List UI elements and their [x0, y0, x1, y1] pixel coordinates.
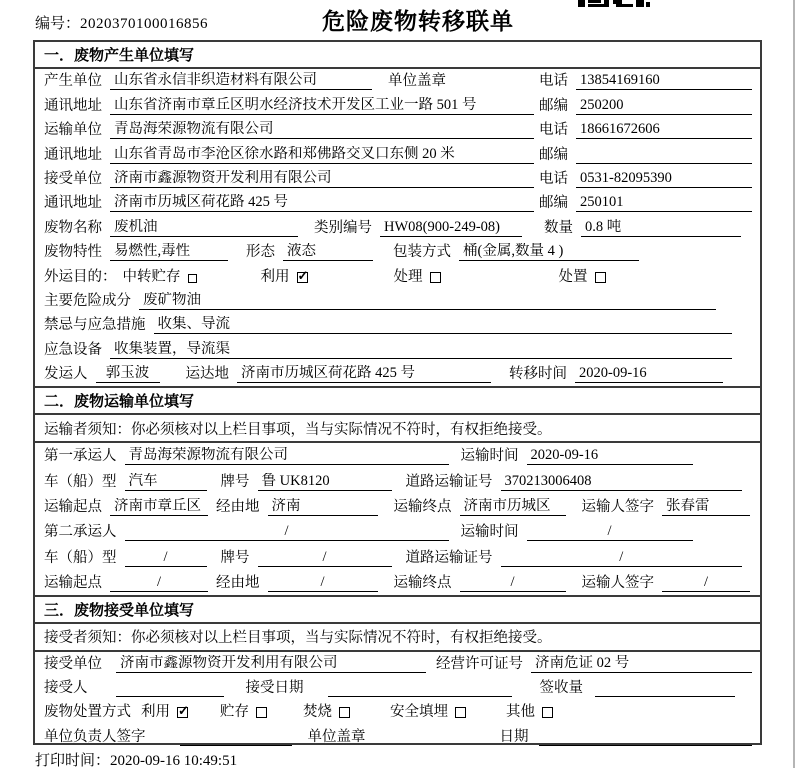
transfer-time-value: 2020-09-16 — [575, 365, 723, 383]
print-time-value: 2020-09-16 10:49:51 — [110, 753, 238, 769]
field-label: 废物特性 — [44, 244, 102, 261]
form-value: 液态 — [283, 243, 373, 261]
section2-header: 二．废物运输单位填写 — [35, 386, 760, 415]
field-label: 外运目的： — [44, 268, 117, 285]
transport-time-label: 运输时间 — [460, 524, 519, 541]
zip-label: 邮编 — [539, 146, 568, 163]
route2-row — [35, 570, 760, 595]
accept-date-value — [328, 680, 512, 697]
print-time-line — [35, 749, 237, 770]
category-value: HW08(900-249-08) — [380, 219, 522, 237]
zip-label: 邮编 — [539, 195, 568, 212]
vehicle2-row — [35, 544, 760, 569]
equipment-value: 收集装置，导流渠 — [110, 341, 732, 359]
equipment-row — [35, 337, 760, 361]
field-label: 接受单位 — [44, 656, 102, 673]
unit-seal-label: 单位盖章 — [307, 728, 366, 745]
phone-label: 电话 — [539, 73, 568, 90]
field-label: 车（船）型 — [44, 473, 117, 490]
seal-label: 单位盖章 — [388, 73, 446, 90]
serial-number: 2020370100016856 — [80, 16, 209, 32]
packing-value: 桶(金属,数量 4 ) — [459, 243, 639, 261]
zip-label: 邮编 — [539, 97, 568, 114]
transporter-row — [35, 118, 760, 142]
serial-label: 编号： — [35, 16, 81, 32]
checkbox-icon — [188, 274, 197, 283]
producer-address-row — [35, 93, 760, 117]
receiver-row — [35, 167, 760, 191]
measures-value: 收集、导流 — [154, 316, 733, 334]
permit-label: 道路运输证号 — [405, 473, 493, 490]
field-label: 运输起点 — [44, 574, 102, 591]
receiver-notice: 接受者须知：你必须核对以上栏目事项，当与实际情况不符时，有权拒绝接受。 — [35, 624, 760, 652]
via-label: 经由地 — [216, 574, 260, 591]
field-label: 产生单位 — [44, 73, 102, 90]
option-label: 处理 — [393, 268, 423, 285]
route2-via-value: / — [268, 574, 378, 592]
option-label: 处置 — [558, 268, 588, 285]
option-label: 利用 — [260, 268, 290, 285]
field-label: 废物处置方式 — [44, 704, 131, 721]
field-label: 第一承运人 — [44, 448, 117, 465]
packing-label: 包装方式 — [393, 244, 451, 261]
purpose-row — [35, 264, 760, 288]
field-label: 通讯地址 — [44, 195, 102, 212]
form-label: 形态 — [246, 244, 275, 261]
accept-person-row — [35, 676, 760, 700]
transporter-address-value: 山东省青岛市李沧区徐水路和郑佛路交叉口东侧 20 米 — [110, 146, 534, 164]
vehicle2-permit-value: / — [501, 549, 743, 567]
carrier1-row — [35, 443, 760, 468]
waste-traits-row — [35, 240, 760, 264]
accept-unit-value: 济南市鑫源物资开发利用有限公司 — [116, 655, 426, 673]
vehicle1-permit-value: 370213006408 — [501, 473, 743, 491]
hazard-row — [35, 289, 760, 313]
carrier2-name-value: / — [125, 523, 449, 541]
destination-label: 运达地 — [185, 366, 229, 383]
plate-label: 牌号 — [220, 549, 250, 566]
route1-signature-value: 张春雷 — [662, 498, 750, 516]
waste-name-value: 废机油 — [110, 219, 298, 237]
checkbox-icon — [297, 272, 308, 283]
end-label: 运输终点 — [393, 574, 452, 591]
producer-name-value: 山东省永信非织造材料有限公司 — [110, 72, 372, 90]
transporter-name-value: 青岛海荣源物流有限公司 — [110, 121, 534, 139]
signoff-date-value — [539, 729, 753, 746]
vehicle1-type-value: 汽车 — [125, 473, 207, 491]
vehicle1-plate-value: 鲁 UK8120 — [258, 473, 392, 491]
transfer-time-label: 转移时间 — [509, 366, 567, 383]
route2-origin-value: / — [110, 574, 208, 592]
option-label: 中转贮存 — [122, 268, 181, 285]
field-label: 接受单位 — [44, 170, 102, 187]
producer-phone-value: 13854169160 — [576, 72, 752, 90]
section3-header: 三．废物接受单位填写 — [35, 595, 760, 624]
vehicle1-row — [35, 468, 760, 493]
vehicle2-type-value: / — [125, 549, 207, 567]
receiver-name-value: 济南市鑫源物资开发利用有限公司 — [110, 170, 534, 188]
disposal-row — [35, 700, 760, 724]
field-label: 接受人 — [44, 680, 88, 697]
plate-label: 牌号 — [220, 473, 250, 490]
responsible-signature-value — [180, 729, 292, 746]
accept-date-label: 接受日期 — [245, 680, 304, 697]
option-label: 安全填埋 — [390, 704, 448, 721]
route2-end-value: / — [460, 574, 566, 592]
field-label: 通讯地址 — [44, 146, 102, 163]
quantity-value: 0.8 吨 — [581, 219, 741, 237]
checkbox-icon — [430, 272, 441, 283]
checkbox-icon — [256, 707, 267, 718]
permit-label: 道路运输证号 — [405, 549, 493, 566]
route1-via-value: 济南 — [268, 498, 378, 516]
route1-end-value: 济南市历城区 — [460, 498, 566, 516]
option-label: 焚烧 — [303, 704, 332, 721]
checkbox-icon — [542, 707, 553, 718]
field-label: 第二承运人 — [44, 524, 117, 541]
option-label: 贮存 — [220, 704, 249, 721]
date-label: 日期 — [499, 728, 529, 745]
field-label: 主要危险成分 — [44, 292, 131, 309]
section-transport — [35, 386, 760, 595]
measures-row — [35, 313, 760, 337]
received-qty-value — [595, 680, 735, 697]
producer-zip-value: 250200 — [576, 97, 752, 115]
hazard-value: 废矿物油 — [139, 292, 716, 310]
via-label: 经由地 — [216, 498, 260, 515]
carrier2-time-value: / — [527, 523, 693, 541]
page-title: 危险废物转移联单 — [322, 9, 514, 35]
option-label: 利用 — [141, 704, 170, 721]
receiver-zip-value: 250101 — [576, 194, 752, 212]
producer-row — [35, 69, 760, 93]
route1-row — [35, 494, 760, 519]
checkbox-icon — [339, 707, 350, 718]
signature-label: 运输人签字 — [581, 574, 654, 591]
field-label: 运输起点 — [44, 498, 102, 515]
field-label: 废物名称 — [44, 219, 102, 236]
checkbox-icon — [595, 272, 606, 283]
field-label: 应急设备 — [44, 341, 102, 358]
quantity-label: 数量 — [544, 219, 573, 236]
route1-origin-value: 济南市章丘区 — [110, 498, 208, 516]
dispatcher-value: 郭玉波 — [96, 365, 160, 383]
received-qty-label: 签收量 — [539, 680, 583, 697]
field-label: 发运人 — [44, 366, 88, 383]
receiver-address-row — [35, 191, 760, 215]
transporter-address-row — [35, 142, 760, 166]
transporter-phone-value: 18661672606 — [576, 121, 752, 139]
destination-value: 济南市历城区荷花路 425 号 — [237, 365, 491, 383]
waste-name-row — [35, 215, 760, 239]
signoff-row — [35, 724, 760, 748]
field-label: 单位负责人签字 — [44, 728, 146, 745]
phone-label: 电话 — [539, 170, 568, 187]
page-edge-divider — [793, 0, 795, 768]
signature-label: 运输人签字 — [581, 498, 654, 515]
field-label: 通讯地址 — [44, 97, 102, 114]
transporter-zip-value — [576, 147, 752, 164]
traits-value: 易燃性,毒性 — [110, 243, 228, 261]
accept-person-value — [116, 680, 224, 697]
qr-code-fragment — [578, 0, 652, 8]
receiver-address-value: 济南市历城区荷花路 425 号 — [110, 194, 534, 212]
transfer-form — [33, 40, 762, 745]
section-producer — [35, 42, 760, 386]
field-label: 运输单位 — [44, 122, 102, 139]
serial-number-line — [35, 12, 208, 33]
license-value: 济南危证 02 号 — [531, 655, 752, 673]
end-label: 运输终点 — [393, 498, 452, 515]
dispatch-row — [35, 362, 760, 386]
field-label: 车（船）型 — [44, 549, 117, 566]
checkbox-icon — [177, 707, 188, 718]
section-receiver — [35, 595, 760, 749]
vehicle2-plate-value: / — [258, 549, 392, 567]
section1-header: 一．废物产生单位填写 — [35, 42, 760, 69]
phone-label: 电话 — [539, 122, 568, 139]
license-label: 经营许可证号 — [436, 656, 523, 673]
category-label: 类别编号 — [314, 219, 372, 236]
carrier1-time-value: 2020-09-16 — [527, 447, 693, 465]
option-label: 其他 — [506, 704, 535, 721]
carrier1-name-value: 青岛海荣源物流有限公司 — [125, 447, 449, 465]
route2-signature-value: / — [662, 574, 750, 592]
accept-unit-row — [35, 652, 760, 676]
carrier2-row — [35, 519, 760, 544]
print-time-label: 打印时间： — [35, 753, 111, 769]
producer-address-value: 山东省济南市章丘区明水经济技术开发区工业一路 501 号 — [110, 97, 534, 115]
checkbox-icon — [455, 707, 466, 718]
transport-time-label: 运输时间 — [460, 448, 519, 465]
field-label: 禁忌与应急措施 — [44, 317, 146, 334]
receiver-phone-value: 0531-82095390 — [576, 170, 752, 188]
transporter-notice: 运输者须知：你必须核对以上栏目事项，当与实际情况不符时，有权拒绝接受。 — [35, 415, 760, 443]
